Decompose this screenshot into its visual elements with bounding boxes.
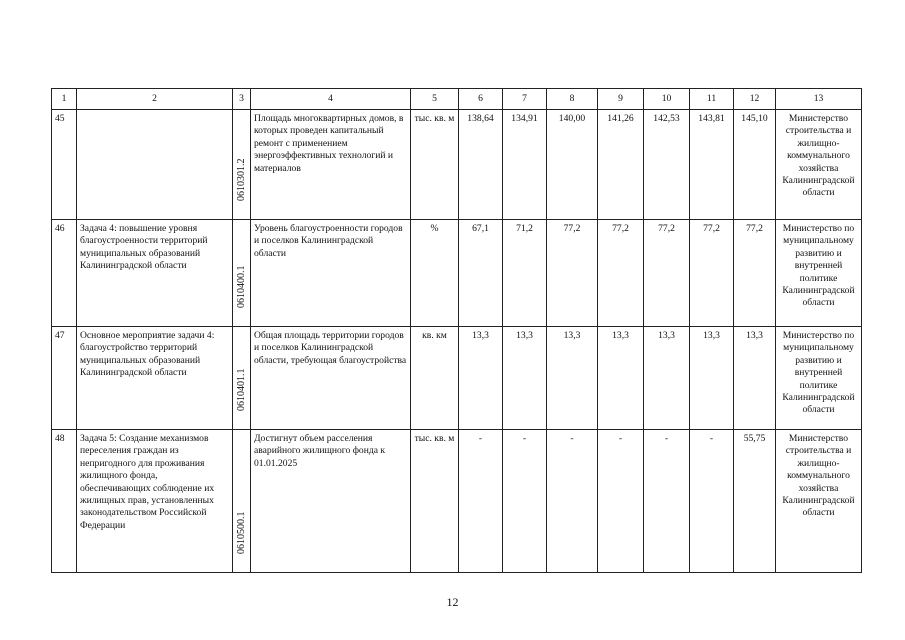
task-cell: Основное мероприятие задачи 4: благоустройство территорий муниципальных образований Калининградской области: [77, 327, 233, 430]
header-cell: 2: [77, 89, 233, 110]
row-number: 46: [52, 220, 77, 327]
executor-cell: Министерство строительства и жилищно-коммунального хозяйства Калининградской области: [776, 110, 862, 220]
row-number: 47: [52, 327, 77, 430]
table-row: [52, 430, 862, 573]
unit-cell: тыс. кв. м: [411, 430, 459, 573]
header-cell: 1: [52, 89, 77, 110]
unit-cell: кв. км: [411, 327, 459, 430]
value-cell: -: [547, 430, 598, 573]
value-cell: 13,3: [459, 327, 503, 430]
code-text: 0610301.2: [235, 158, 247, 201]
header-row: [52, 89, 862, 110]
value-cell: 77,2: [547, 220, 598, 327]
header-cell: 6: [459, 89, 503, 110]
header-cell: 12: [734, 89, 776, 110]
header-cell: 5: [411, 89, 459, 110]
row-number: 48: [52, 430, 77, 573]
value-cell: 77,2: [690, 220, 734, 327]
value-cell: 67,1: [459, 220, 503, 327]
code-text: 0610401.1: [235, 368, 247, 411]
header-cell: 3: [233, 89, 251, 110]
header-cell: 8: [547, 89, 598, 110]
executor-cell: Министерство по муниципальному развитию и внутренней политике Калининградской области: [776, 327, 862, 430]
task-cell: Задача 4: повышение уровня благоустроенности территорий муниципальных образований Калининградской области: [77, 220, 233, 327]
table-row: [52, 327, 862, 430]
page-number: 12: [446, 595, 459, 609]
value-cell: 55,75: [734, 430, 776, 573]
value-cell: 77,2: [734, 220, 776, 327]
indicator-cell: Достигнут объем расселения аварийного жилищного фонда к 01.01.2025: [251, 430, 411, 573]
indicator-cell: Общая площадь территории городов и поселков Калининградской области, требующая благоустройства: [251, 327, 411, 430]
value-cell: 77,2: [598, 220, 644, 327]
value-cell: -: [459, 430, 503, 573]
code-cell: [233, 110, 251, 220]
value-cell: 13,3: [547, 327, 598, 430]
value-cell: 138,64: [459, 110, 503, 220]
value-cell: -: [503, 430, 547, 573]
value-cell: 13,3: [734, 327, 776, 430]
table-row: [52, 110, 862, 220]
value-cell: -: [598, 430, 644, 573]
unit-cell: %: [411, 220, 459, 327]
code-cell: [233, 220, 251, 327]
task-cell: [77, 110, 233, 220]
value-cell: -: [644, 430, 690, 573]
code-text: 0610400.1: [235, 265, 247, 308]
indicators-table: [51, 88, 862, 573]
unit-cell: тыс. кв. м: [411, 110, 459, 220]
row-number: 45: [52, 110, 77, 220]
code-text: 0610500.1: [235, 511, 247, 554]
code-cell: [233, 430, 251, 573]
header-cell: 9: [598, 89, 644, 110]
code-cell: [233, 327, 251, 430]
value-cell: 145,10: [734, 110, 776, 220]
header-cell: 10: [644, 89, 690, 110]
table-row: [52, 220, 862, 327]
header-cell: 7: [503, 89, 547, 110]
value-cell: 143,81: [690, 110, 734, 220]
value-cell: 140,00: [547, 110, 598, 220]
indicator-cell: Площадь многоквартирных домов, в которых проведен капитальный ремонт с применением энергоэффективных технологий и материалов: [251, 110, 411, 220]
header-cell: 11: [690, 89, 734, 110]
value-cell: 142,53: [644, 110, 690, 220]
value-cell: 141,26: [598, 110, 644, 220]
value-cell: 13,3: [503, 327, 547, 430]
header-cell: 4: [251, 89, 411, 110]
executor-cell: Министерство строительства и жилищно-коммунального хозяйства Калининградской области: [776, 430, 862, 573]
value-cell: 77,2: [644, 220, 690, 327]
header-cell: 13: [776, 89, 862, 110]
value-cell: 71,2: [503, 220, 547, 327]
value-cell: 13,3: [644, 327, 690, 430]
value-cell: 13,3: [598, 327, 644, 430]
indicator-cell: Уровень благоустроенности городов и поселков Калининградской области: [251, 220, 411, 327]
value-cell: -: [690, 430, 734, 573]
value-cell: 13,3: [690, 327, 734, 430]
executor-cell: Министерство по муниципальному развитию и внутренней политике Калининградской области: [776, 220, 862, 327]
task-cell: Задача 5: Создание механизмов переселения граждан из непригодного для проживания жилищного фонда, обеспечивающих соблюдение их жилищных прав, установленных законодательством Российской Федерации: [77, 430, 233, 573]
value-cell: 134,91: [503, 110, 547, 220]
